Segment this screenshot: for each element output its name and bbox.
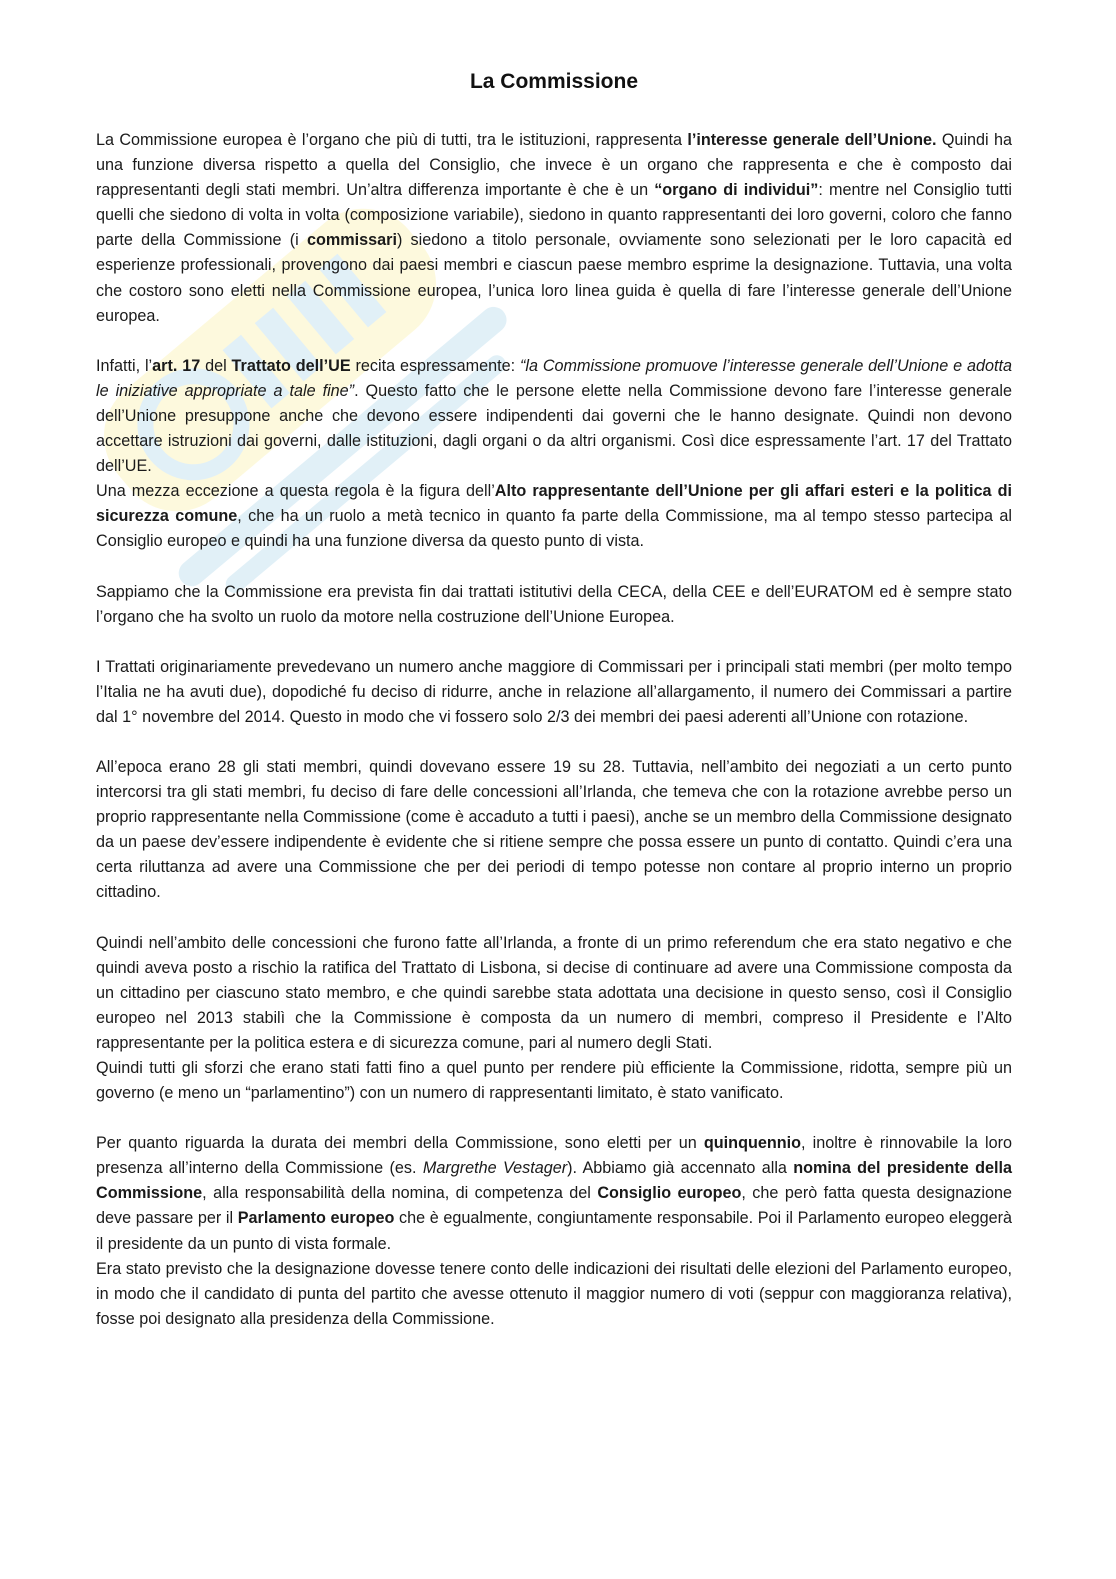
paragraph-7: Quindi nell’ambito delle concessioni che furono fatte all’Irlanda, a fronte di un primo referendum che era stato negativo e che quindi aveva posto a rischio la ratifica del Trattato di Lisbona, si decise di continuare ad avere una Commissione composta da un cittadino per ciascuno stato membro, e che quindi sarebbe stata adottata una decisione in questo senso, così il Consiglio europeo nel 2013 stabilì che la Commissione è composta da un numero di membri, compreso il Presidente e l’Alto rappresentante per la politica estera e di sicurezza comune, pari al numero degli Stati. [96, 933, 1012, 1052]
page-title: La Commissione [469, 70, 639, 93]
paragraph-8: Quindi tutti gli sforzi che erano stati fatti fino a quel punto per rendere più efficiente la Commissione, ridotta, sempre più un governo (e meno un “parlamentino”) con un numero di rappresentanti limitato, è stato vanificato. [96, 1059, 1012, 1103]
paragraph-2: Infatti, l’art. 17 del Trattato dell’UE recita espressamente: “la Commissione promuove l’interesse generale dell’Unione e adotta le iniziative appropriate a tale fine”. Questo fatto che le persone elette nella Commissione devono fare l’interesse generale dell’Unione presuppone anche che devono essere indipendenti dai governi che le hanno designate. Quindi non devono accettare istruzioni dai governi, dalle istituzioni, dagli organi o da altri organismi. Così dice espressamente l’art. 17 del Trattato dell’UE. [96, 356, 1013, 476]
paragraph-9: Per quanto riguarda la durata dei membri della Commissione, sono eletti per un quinquennio, inoltre è rinnovabile la loro presenza all’interno della Commissione (es. Margrethe Vestager). Abbiamo già accennato alla nomina del presidente della Commissione, alla responsabilità della nomina, di competenza del Consiglio europeo, che però fatta questa designazione deve passare per il Parlamento europeo che è egualmente, congiuntamente responsabile. Poi il Parlamento europeo eleggerà il presidente da un punto di vista formale. [96, 1134, 1013, 1253]
paragraph-6: All’epoca erano 28 gli stati membri, quindi dovevano essere 19 su 28. Tuttavia, nell’ambito dei negoziati a un certo punto intercorsi tra gli stati membri, fu deciso di fare delle concessioni all’Irlanda, che temeva che con la rotazione avrebbe perso un proprio rappresentante nella Commissione (come è accaduto a tutti i paesi), anche se un membro della Commissione designato da un paese dev’essere indipendente è evidente che si ritiene sempre che possa essere un punto di contatto. Quindi c’era una certa riluttanza ad avere una Commissione che per dei periodi di tempo potesse non contare al proprio interno un proprio cittadino. [96, 757, 1012, 902]
paragraph-4: Sappiamo che la Commissione era prevista fin dai trattati istitutivi della CECA, della CEE e dell’EURATOM ed è sempre stato l’organo che ha svolto un ruolo da motore nella costruzione dell’Unione Europea. [96, 582, 1012, 626]
document-body [96, 70, 1012, 1332]
paragraph-5: I Trattati originariamente prevedevano un numero anche maggiore di Commissari per i principali stati membri (per molto tempo l’Italia ne ha avuti due), dopodiché fu deciso di ridurre, anche in relazione all’allargamento, il numero dei Commissari a partire dal 1° novembre del 2014. Questo in modo che vi fossero solo 2/3 dei membri dei paesi aderenti all’Unione con rotazione. [96, 657, 1012, 726]
paragraph-10: Era stato previsto che la designazione dovesse tenere conto delle indicazioni dei risultati delle elezioni del Parlamento europeo, in modo che il candidato di punta del partito che avesse ottenuto il maggior numero di voti (seppur con maggioranza relativa), fosse poi designato alla presidenza della Commissione. [96, 1259, 1012, 1328]
paragraph-3: Una mezza eccezione a questa regola è la figura dell’Alto rappresentante dell’Unione per gli affari esteri e la politica di sicurezza comune, che ha un ruolo a metà tecnico in quanto fa parte della Commissione, ma al tempo stesso partecipa al Consiglio europeo e quindi ha una funzione diversa da questo punto di vista. [96, 482, 1013, 551]
paragraph-1: La Commissione europea è l’organo che più di tutti, tra le istituzioni, rappresenta l’interesse generale dell’Unione. Quindi ha una funzione diversa rispetto a quella del Consiglio, che invece è un organo che rappresenta e che è composto dai rappresentanti degli stati membri. Un’altra differenza importante è che è un “organo di individui”: mentre nel Consiglio tutti quelli che siedono di volta in volta (composizione variabile), siedono in quanto rappresentanti dei loro governi, coloro che fanno parte della Commissione (i commissari) siedono a titolo personale, ovviamente sono selezionati per le loro capacità ed esperienze professionali, provengono dai paesi membri e ciascun paese membro esprime la designazione. Tuttavia, una volta che costoro sono eletti nella Commissione europea, l’unica loro linea guida è quella di fare l’interesse generale dell’Unione europea. [96, 131, 1012, 325]
